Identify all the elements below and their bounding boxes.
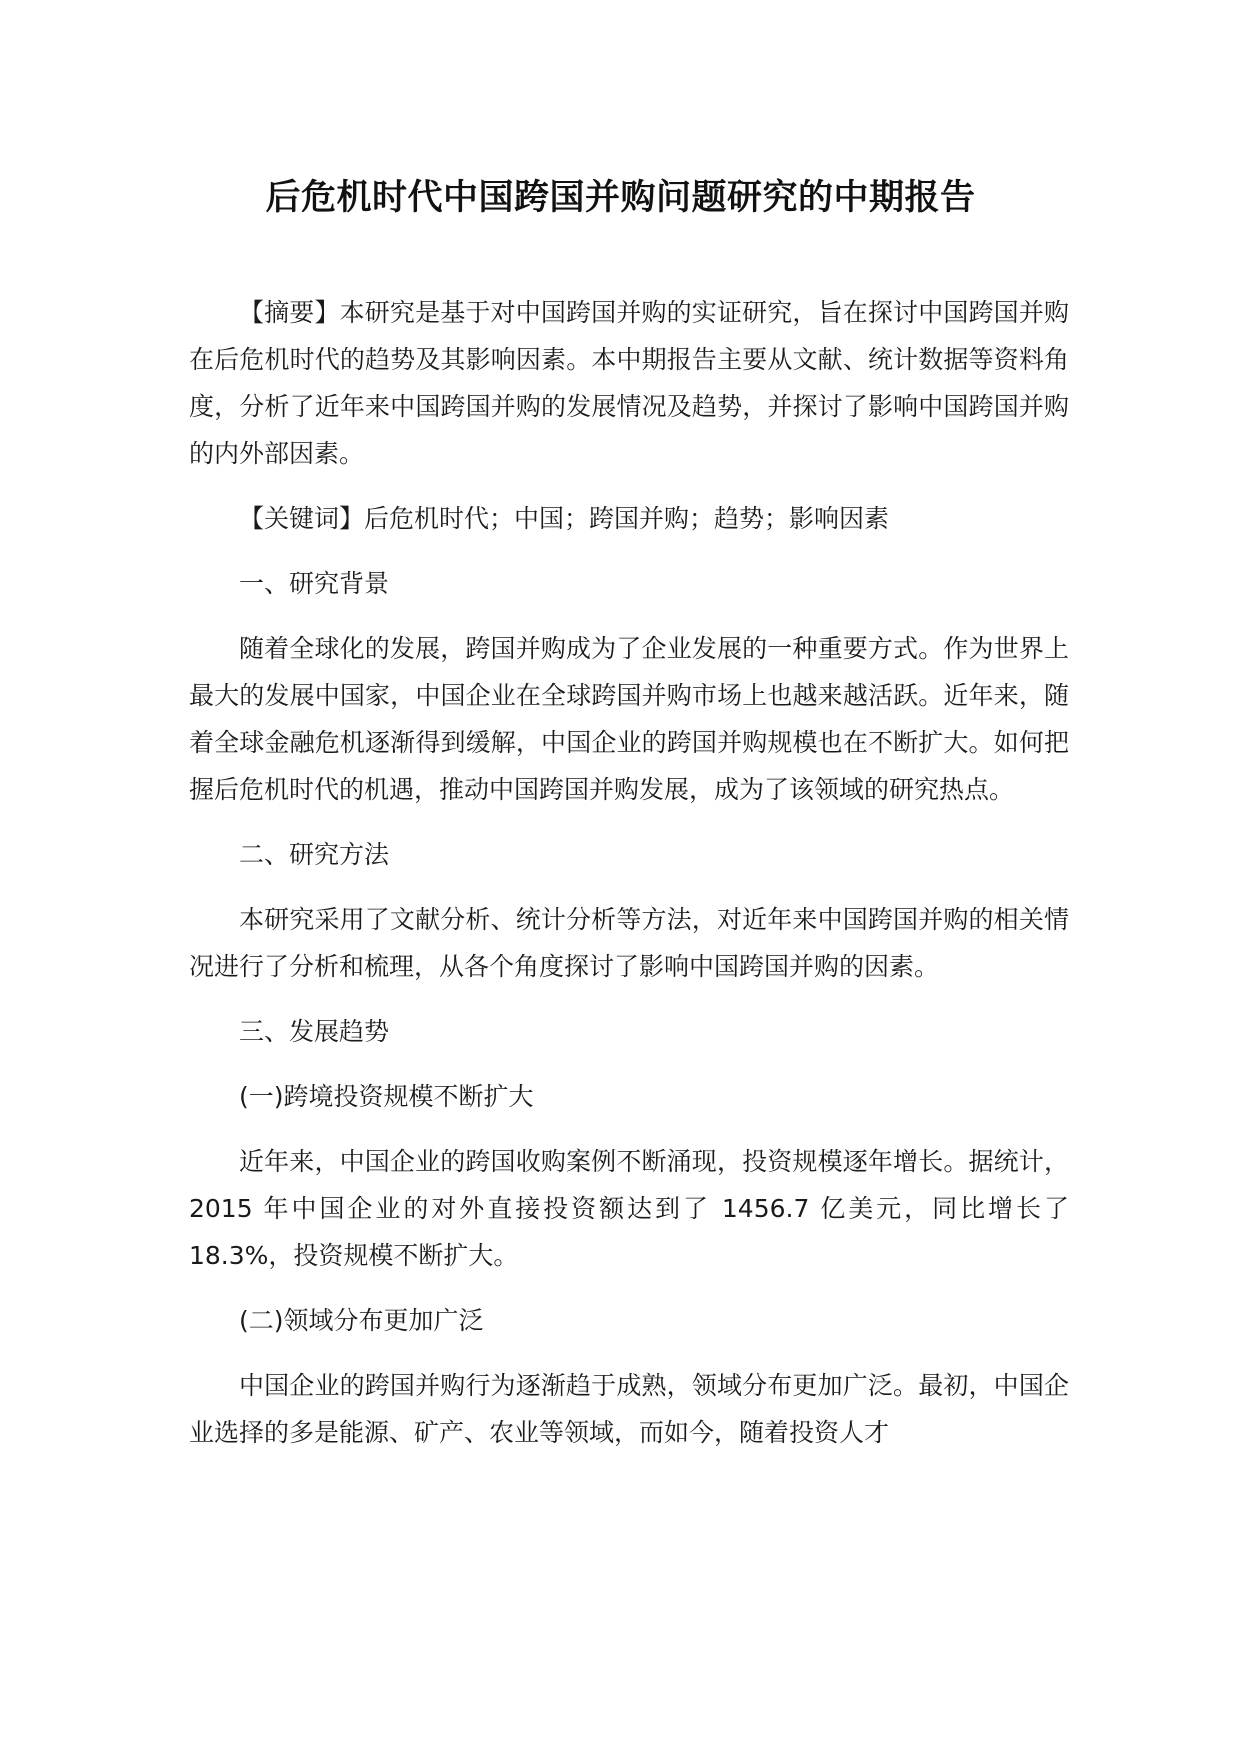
scale-paragraph: 近年来，中国企业的跨国收购案例不断涌现，投资规模逐年增长。据统计，2015 年中国企业的对外直接投资额达到了 1456.7 亿美元，同比增长了 18.3%，投资规模不断扩大。 [189,1147,1069,1270]
subsection-heading-scale: (一)跨境投资规模不断扩大 [239,1082,534,1111]
document-body [189,289,1069,1474]
keywords-paragraph: 【关键词】后危机时代；中国；跨国并购；趋势；影响因素 [239,504,890,533]
background-paragraph: 随着全球化的发展，跨国并购成为了企业发展的一种重要方式。作为世界上最大的发展中国家，中国企业在全球跨国并购市场上也越来越活跃。近年来，随着全球金融危机逐渐得到缓解，中国企业的跨国并购规模也在不断扩大。如何把握后危机时代的机遇，推动中国跨国并购发展，成为了该领域的研究热点。 [189,634,1069,804]
section-heading-background: 一、研究背景 [239,569,390,598]
subsection-heading-sectors: (二)领域分布更加广泛 [239,1306,484,1335]
abstract-paragraph: 【摘要】本研究是基于对中国跨国并购的实证研究，旨在探讨中国跨国并购在后危机时代的趋势及其影响因素。本中期报告主要从文献、统计数据等资料角度，分析了近年来中国跨国并购的发展情况及趋势，并探讨了影响中国跨国并购的内外部因素。 [189,298,1069,468]
section-heading-trend: 三、发展趋势 [239,1017,390,1046]
page-title: 后危机时代中国跨国并购问题研究的中期报告 [265,178,976,218]
method-paragraph: 本研究采用了文献分析、统计分析等方法，对近年来中国跨国并购的相关情况进行了分析和梳理，从各个角度探讨了影响中国跨国并购的因素。 [189,905,1069,981]
sectors-paragraph: 中国企业的跨国并购行为逐渐趋于成熟，领域分布更加广泛。最初，中国企业选择的多是能源、矿产、农业等领域，而如今，随着投资人才 [189,1371,1069,1447]
section-heading-method: 二、研究方法 [239,840,390,869]
